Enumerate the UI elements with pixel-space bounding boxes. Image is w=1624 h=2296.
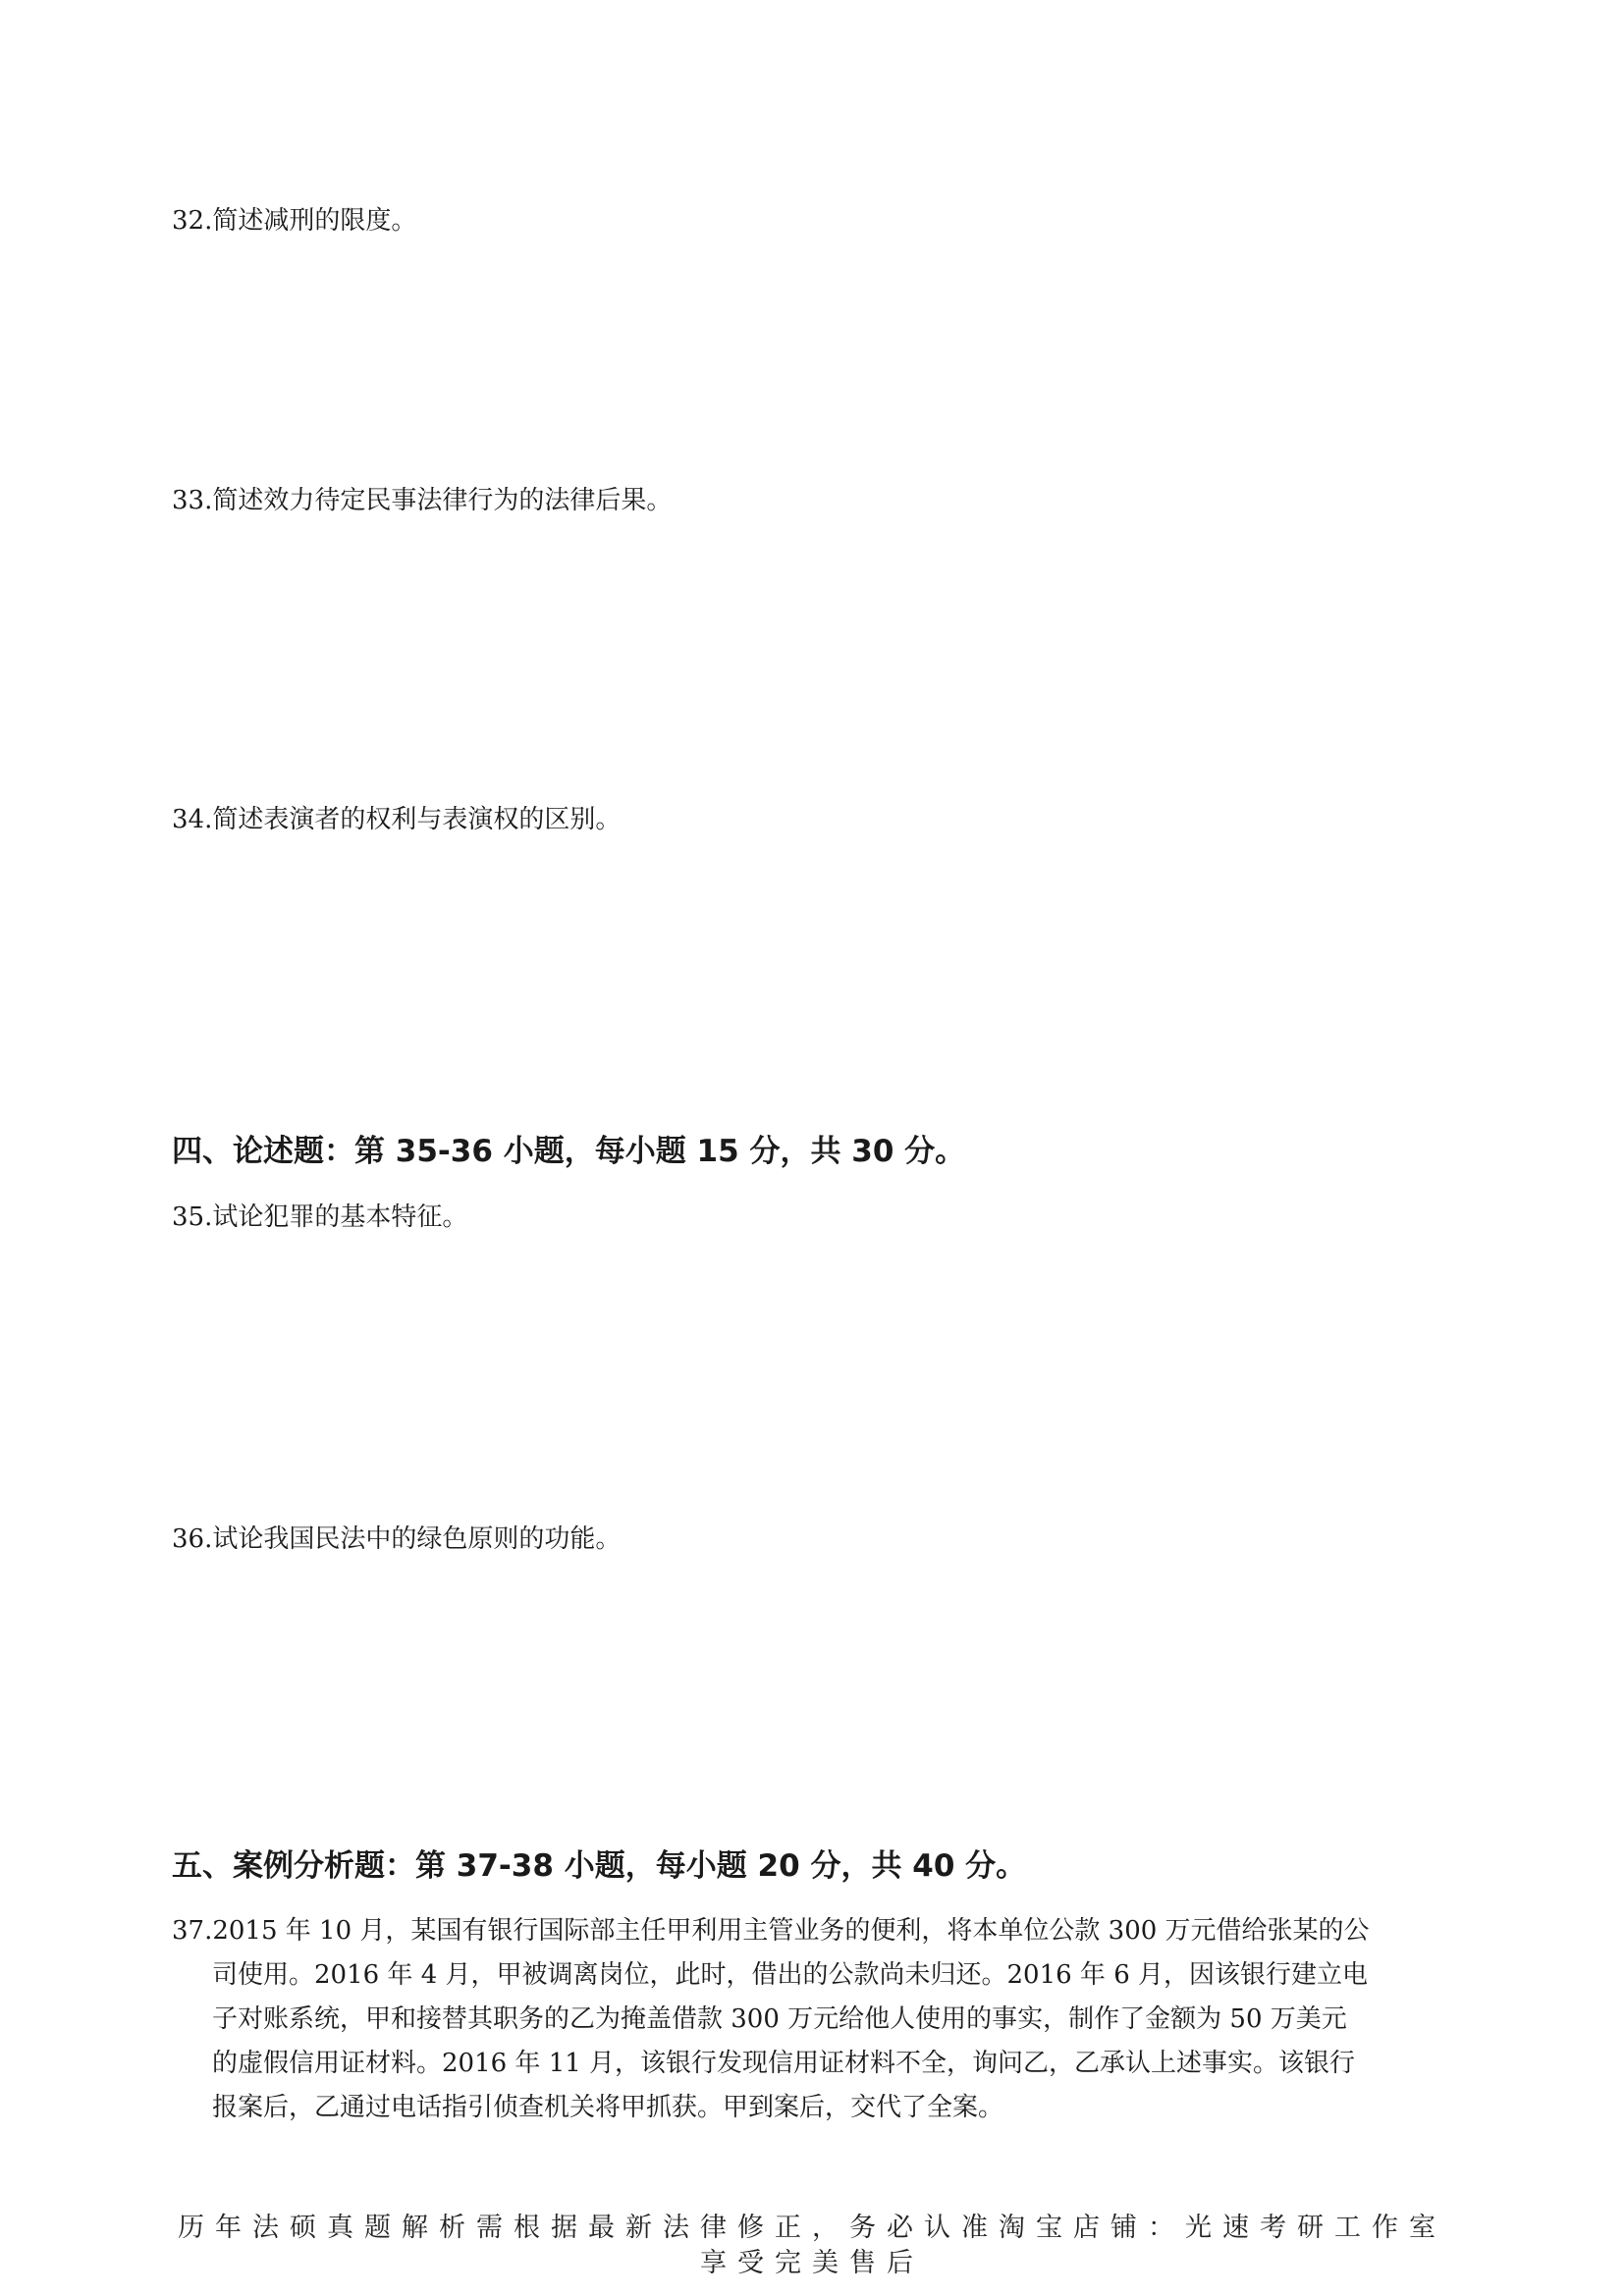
question-36: 36.试论我国民法中的绿色原则的功能。 — [172, 1524, 622, 1554]
case-37-line: 子对账系统，甲和接替其职务的乙为掩盖借款 300 万元给他人使用的事实，制作了金额为 50 万美元 — [212, 2004, 1347, 2034]
section-heading-case: 五、案例分析题：第 37-38 小题，每小题 20 分，共 40 分。 — [172, 1848, 1027, 1884]
question-33: 33.简述效力待定民事法律行为的法律后果。 — [172, 486, 673, 515]
case-37-line: 司使用。2016 年 4 月，甲被调离岗位，此时，借出的公款尚未归还。2016 年 6 月，因该银行建立电 — [212, 1960, 1369, 1990]
footer-notice: 历年法硕真题解析需根据最新法律修正，务必认准淘宝店铺：光速考研工作室 — [178, 2213, 1446, 2243]
question-35: 35.试论犯罪的基本特征。 — [172, 1202, 468, 1232]
section-heading-essay: 四、论述题：第 35-36 小题，每小题 15 分，共 30 分。 — [172, 1134, 966, 1169]
case-37-line: 的虚假信用证材料。2016 年 11 月，该银行发现信用证材料不全，询问乙，乙承认上述事实。该银行 — [212, 2049, 1356, 2078]
question-37 — [172, 1909, 1478, 2130]
case-37-line: 37.2015 年 10 月，某国有银行国际部主任甲利用主管业务的便利，将本单位公款 300 万元借给张某的公 — [172, 1916, 1370, 1946]
question-34: 34.简述表演者的权利与表演权的区别。 — [172, 805, 622, 834]
question-32: 32.简述减刑的限度。 — [172, 206, 417, 236]
footer-notice-sub: 享受完美售后 — [700, 2248, 924, 2278]
case-37-line: 报案后，乙通过电话指引侦查机关将甲抓获。甲到案后，交代了全案。 — [212, 2093, 1004, 2122]
